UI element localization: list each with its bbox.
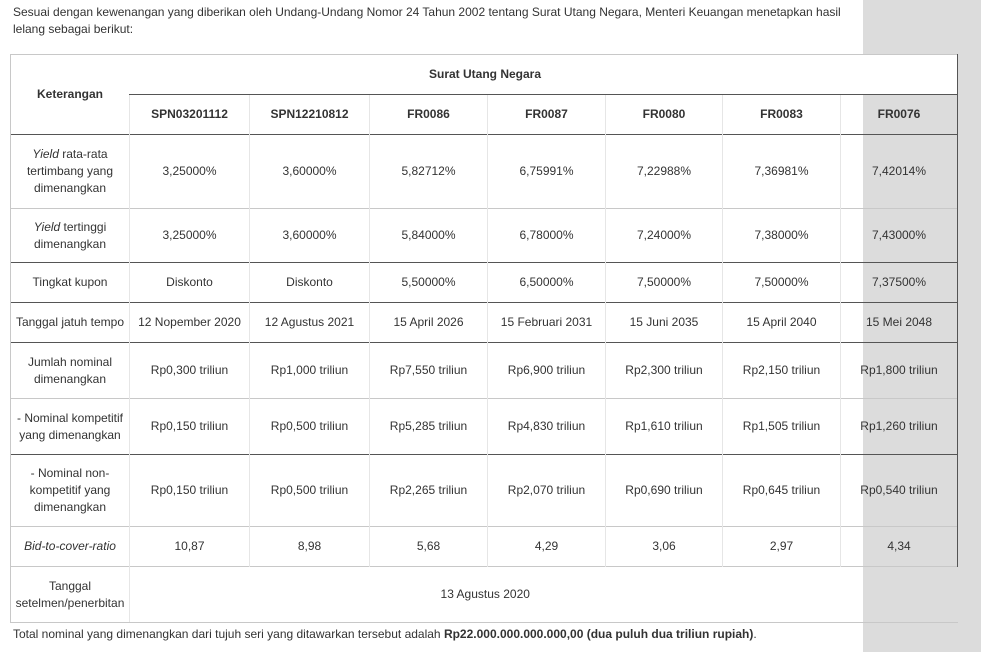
row-label: - Nominal non-kompetitif yang dimenangkan [11,455,130,527]
row-settlement [11,567,958,623]
series-header: FR0086 [370,95,488,135]
auction-results-table [10,54,958,623]
table-cell: 7,42014% [841,135,958,209]
table-cell: 5,50000% [370,263,488,303]
table-cell: 8,98 [250,527,370,567]
table-cell: 5,68 [370,527,488,567]
table-cell: 5,84000% [370,209,488,263]
row-label: Yield tertinggi dimenangkan [11,209,130,263]
table-cell: 7,50000% [606,263,723,303]
table-cell: Rp5,285 triliun [370,399,488,455]
settlement-date: 13 Agustus 2020 [130,567,841,623]
table-cell: 5,82712% [370,135,488,209]
series-header: SPN12210812 [250,95,370,135]
table-cell: Diskonto [130,263,250,303]
table-cell: 7,43000% [841,209,958,263]
table-cell: 7,36981% [723,135,841,209]
table-cell: Rp0,540 triliun [841,455,958,527]
header-row-series [11,95,958,135]
table-cell: 3,06 [606,527,723,567]
row-maturity [11,303,958,343]
table-cell: Rp1,800 triliun [841,343,958,399]
table-cell: Rp0,690 triliun [606,455,723,527]
table-cell: 15 Juni 2035 [606,303,723,343]
table-cell: Rp0,300 triliun [130,343,250,399]
row-label: - Nominal kompetitif yang dimenangkan [11,399,130,455]
table-cell: Rp1,610 triliun [606,399,723,455]
row-yield-highest [11,209,958,263]
table-cell: 15 Mei 2048 [841,303,958,343]
intro-paragraph: Sesuai dengan kewenangan yang diberikan oleh Undang-Undang Nomor 24 Tahun 2002 tentang Surat Utang Negara, Menteri Keuangan menetapkan hasil lelang sebagai berikut: [13,5,841,36]
table-cell: 15 April 2040 [723,303,841,343]
table-cell: Rp2,265 triliun [370,455,488,527]
row-label: Tingkat kupon [11,263,130,303]
table-cell: 10,87 [130,527,250,567]
group-header-tail [841,55,958,95]
table-cell: 3,60000% [250,135,370,209]
footer-total: Rp22.000.000.000.000,00 (dua puluh dua triliun rupiah) [443,627,754,641]
row-label: Tanggal jatuh tempo [11,303,130,343]
table-cell: 6,78000% [488,209,606,263]
series-header: SPN03201112 [130,95,250,135]
footer-paragraph: Total nominal yang dimenangkan dari tujuh seri yang ditawarkan tersebut adalah Rp22.000.000.000.000,00 (dua puluh dua triliun rupiah). [13,627,757,641]
table-cell: Rp1,000 triliun [250,343,370,399]
table-cell: 3,25000% [130,135,250,209]
table-cell: 12 Nopember 2020 [130,303,250,343]
row-label: Jumlah nominal dimenangkan [11,343,130,399]
table-cell: Diskonto [250,263,370,303]
header-row-group [11,55,958,95]
table-cell: 6,50000% [488,263,606,303]
series-header: FR0083 [723,95,841,135]
table-cell: Rp1,260 triliun [841,399,958,455]
table-cell: Rp0,500 triliun [250,455,370,527]
table-cell: Rp2,150 triliun [723,343,841,399]
row-label: Yield rata-rata tertimbang yang dimenangkan [11,135,130,209]
table-cell: Rp0,150 triliun [130,455,250,527]
row-noncompetitive [11,455,958,527]
row-yield-average [11,135,958,209]
table-cell: 4,29 [488,527,606,567]
table-cell: 2,97 [723,527,841,567]
table-cell: 7,38000% [723,209,841,263]
series-header: FR0080 [606,95,723,135]
table-cell: 15 April 2026 [370,303,488,343]
group-header: Surat Utang Negara [130,55,841,95]
table-cell: 3,60000% [250,209,370,263]
row-competitive [11,399,958,455]
table-cell: 7,37500% [841,263,958,303]
table-cell: 3,25000% [130,209,250,263]
table-cell: 6,75991% [488,135,606,209]
table-cell: 7,50000% [723,263,841,303]
table-cell: Rp0,500 triliun [250,399,370,455]
table-cell: Rp2,300 triliun [606,343,723,399]
series-header: FR0076 [841,95,958,135]
label-header: Keterangan [11,55,130,135]
table-cell: Rp7,550 triliun [370,343,488,399]
row-label: Bid-to-cover-ratio [11,527,130,567]
settlement-tail [841,567,958,623]
row-nominal-won [11,343,958,399]
table-cell: Rp2,070 triliun [488,455,606,527]
row-label: Tanggal setelmen/penerbitan [11,567,130,623]
table-cell: 4,34 [841,527,958,567]
table-cell: 7,22988% [606,135,723,209]
series-header: FR0087 [488,95,606,135]
row-bid-to-cover [11,527,958,567]
table-cell: Rp0,150 triliun [130,399,250,455]
table-cell: 12 Agustus 2021 [250,303,370,343]
table-cell: 15 Februari 2031 [488,303,606,343]
table-cell: Rp6,900 triliun [488,343,606,399]
table-cell: Rp4,830 triliun [488,399,606,455]
row-coupon [11,263,958,303]
table-cell: Rp1,505 triliun [723,399,841,455]
table-cell: Rp0,645 triliun [723,455,841,527]
table-cell: 7,24000% [606,209,723,263]
